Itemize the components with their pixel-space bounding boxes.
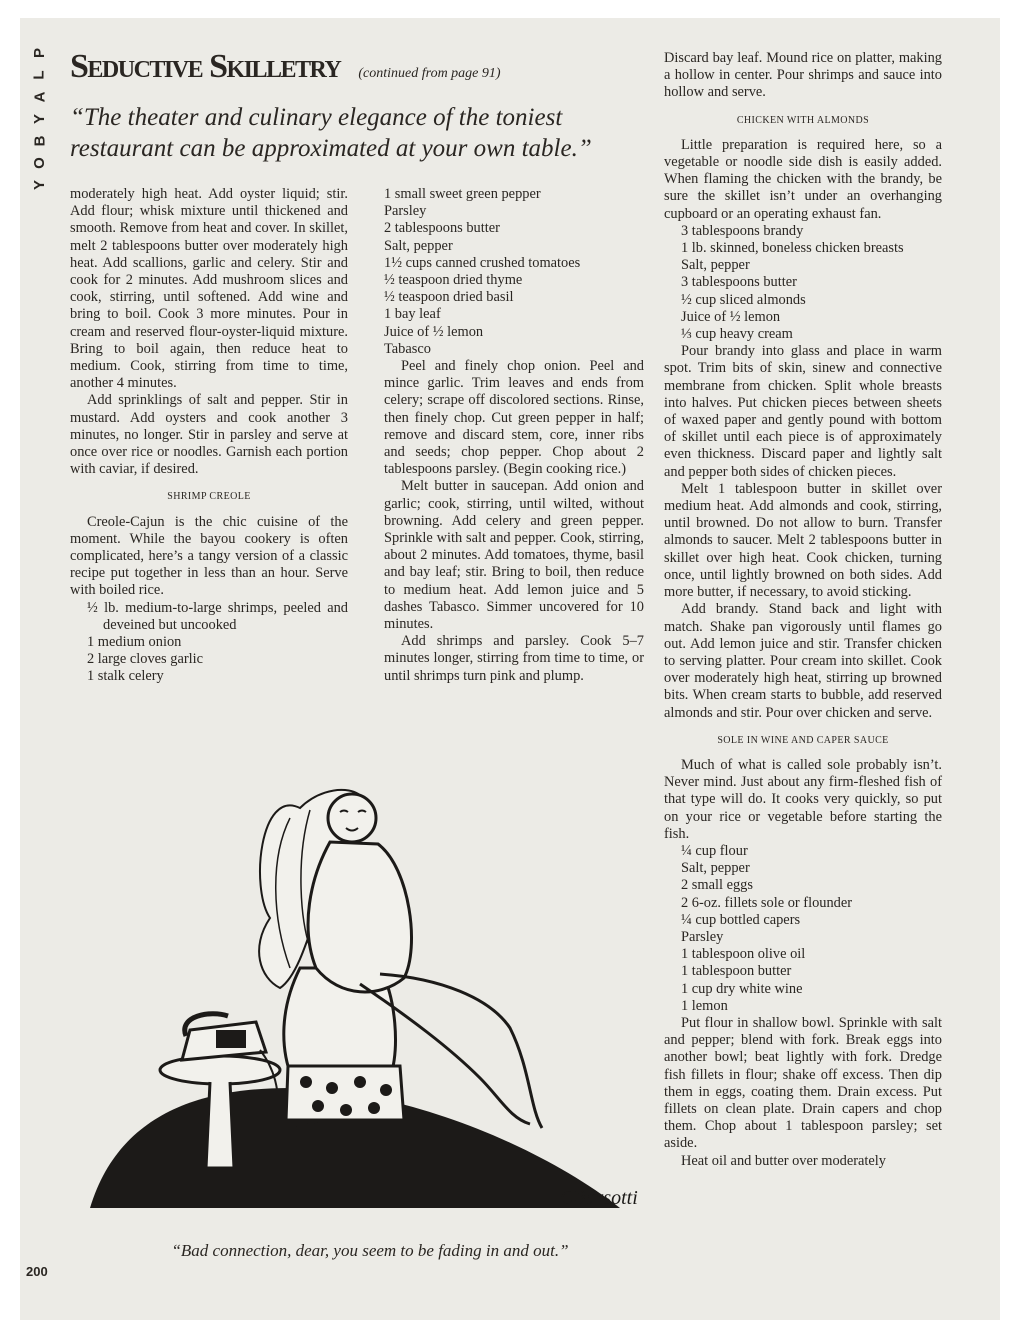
ingredient: ½ lb. medium-to-large shrimps, peeled and deveined but uncooked bbox=[87, 599, 348, 633]
paragraph: Add brandy. Stand back and light with match. Shake pan vigorously until flames go out. Add lemon juice and stir. Transfer chicken to serving platter. Pour cream into skillet. Cook over moderately high heat, stirring up browned bits. When cream starts to bubble, add reserved almonds and stir. Pour over chicken and serve. bbox=[664, 601, 942, 721]
mag-letter: O bbox=[30, 157, 48, 169]
mag-letter: A bbox=[31, 91, 48, 103]
ingredient: Parsley bbox=[384, 203, 427, 220]
mag-letter: Y bbox=[30, 179, 48, 191]
ingredient: 1 bay leaf bbox=[384, 306, 441, 323]
ingredient: 3 tablespoons brandy bbox=[681, 222, 804, 239]
paragraph: Melt butter in saucepan. Add onion and garlic; cook, stirring, until wilted, without browning. Add celery and green pepper. Sprinkle with salt and pepper. Cook, stirring, about 2 minutes. Add tomatoes, thyme, basil and bay leaf; stir. Bring to boil, then reduce to medium heat. Add lemon juice and 5 dashes Tabasco. Simmer uncovered for 10 minutes. bbox=[384, 478, 644, 633]
mag-letter: P bbox=[30, 47, 48, 59]
side-table-top bbox=[160, 1056, 280, 1084]
ingredient: 2 small eggs bbox=[681, 877, 753, 894]
cartoonist-signature: CBarsotti bbox=[560, 1187, 638, 1209]
article-title: Seductive Skilletry bbox=[70, 48, 341, 85]
ingredient: ⅓ cup heavy cream bbox=[681, 326, 793, 343]
woman-head bbox=[328, 794, 376, 842]
paragraph: Creole-Cajun is the chic cuisine of the moment. While the bayou cookery is often complicated, here’s a tangy version of a classic recipe put together in less than an hour. Serve with boiled rice. bbox=[70, 513, 348, 599]
ingredient: 3 tablespoons butter bbox=[681, 274, 797, 291]
pull-quote: “The theater and culinary elegance of the toniest restaurant can be approximated at your own table.” bbox=[70, 104, 592, 162]
ingredient: Juice of ½ lemon bbox=[681, 308, 781, 325]
ingredient: 1 lb. skinned, boneless chicken breasts bbox=[681, 240, 904, 257]
ingredient: 1 cup dry white wine bbox=[681, 980, 803, 997]
paragraph: Melt 1 tablespoon butter in skillet over medium heat. Add almonds and cook, stirring, until browned. Do not allow to burn. Transfer almonds to saucer. Melt 2 tablespoons butter in skillet over high heat. Cook chicken, turning once, until lightly browned on both sides. Add more butter, if necessary, to avoid sticking. bbox=[664, 480, 942, 601]
recipe-heading: SHRIMP CREOLE bbox=[167, 491, 251, 503]
woman-body bbox=[308, 842, 411, 992]
recipe-heading: CHICKEN WITH ALMONDS bbox=[736, 114, 870, 126]
ingredient: ¼ cup bottled capers bbox=[681, 911, 801, 928]
ingredient: 2 large cloves garlic bbox=[87, 651, 204, 668]
ingredient: 1 tablespoon olive oil bbox=[681, 946, 806, 963]
ingredient-list bbox=[70, 600, 348, 686]
paragraph: Heat oil and butter over moderately bbox=[681, 1152, 886, 1169]
ingredient: 1½ cups canned crushed tomatoes bbox=[384, 254, 581, 271]
ingredient: ¼ cup flour bbox=[681, 842, 748, 859]
ingredient: Salt, pepper bbox=[681, 257, 750, 274]
ingredient: 2 tablespoons butter bbox=[384, 220, 500, 237]
cartoon-illustration bbox=[60, 748, 660, 1228]
ingredient: 1 medium onion bbox=[87, 634, 182, 651]
ingredient: Salt, pepper bbox=[681, 860, 750, 877]
ingredient-list bbox=[664, 843, 942, 1015]
magazine-page bbox=[20, 18, 1000, 1320]
mag-letter: L bbox=[30, 70, 48, 80]
paragraph: Pour brandy into glass and place in warm spot. Trim bits of skin, sinew and connective membrane from chicken. Split whole breasts into halves. Put chicken pieces between sheets of waxed paper and gently pound with bottom of skillet until each piece is of approximately even thickness. Discard paper and lightly salt and pepper both sides of chicken pieces. bbox=[664, 343, 942, 480]
ingredient: 2 6-oz. fillets sole or flounder bbox=[681, 894, 853, 911]
page-number: 200 bbox=[26, 1264, 48, 1279]
continued-note: (continued from page 91) bbox=[358, 66, 501, 81]
ingredient: Tabasco bbox=[384, 340, 431, 357]
mag-letter: Y bbox=[30, 113, 48, 125]
side-table-leg bbox=[206, 1082, 234, 1168]
ingredient-list bbox=[384, 186, 644, 358]
ingredient: Parsley bbox=[681, 928, 724, 945]
ingredient: 1 lemon bbox=[681, 997, 728, 1014]
paragraph: moderately high heat. Add oyster liquid; stir. Add flour; whisk mixture until thickened and smooth. Remove from heat and cover. In skillet, melt 2 tablespoons butter over moderately high heat. Add scallions, garlic and celery. Stir and cook for 2 minutes. Add mushroom slices and cook, stirring, until softened. Add wine and bring to boil. Cook 3 more minutes. Pour in cream and reserved flour-oyster-liquid mixture. Bring to boil again, then reduce heat to medium. Cook, stirring from time to time, another 4 minutes. bbox=[70, 186, 348, 392]
text-column-3 bbox=[664, 50, 942, 1170]
paragraph: Peel and finely chop onion. Peel and mince garlic. Trim leaves and ends from celery; scrape off discolored sections. Rinse, then finely chop. Cut green pepper in half; remove and discard stem, core, inner ribs and seeds; chop pepper. Chop about 2 tablespoons parsley. (Begin cooking rice.) bbox=[384, 358, 644, 478]
text-column-2 bbox=[384, 186, 644, 685]
paragraph: Add shrimps and parsley. Cook 5–7 minutes longer, stirring from time to time, or until shrimps turn pink and plump. bbox=[384, 633, 644, 684]
ingredient: Salt, pepper bbox=[384, 237, 453, 254]
ingredient: 1 stalk celery bbox=[87, 668, 164, 685]
paragraph: Much of what is called sole probably isn’t. Never mind. Just about any firm-fleshed fish of that type will do. It cooks very quickly, so put on your rice or vegetable before starting the fish. bbox=[664, 756, 942, 842]
recipe-heading: SOLE IN WINE AND CAPER SAUCE bbox=[717, 734, 889, 746]
paragraph: Discard bay leaf. Mound rice on platter, making a hollow in center. Pour shrimps and sauce into hollow and serve. bbox=[664, 50, 942, 101]
ingredient: ½ cup sliced almonds bbox=[681, 291, 806, 308]
magazine-name-vertical bbox=[28, 46, 52, 192]
ingredient: ½ teaspoon dried thyme bbox=[384, 272, 523, 289]
article-title-row bbox=[70, 48, 501, 86]
paragraph: Put flour in shallow bowl. Sprinkle with salt and pepper; blend with fork. Break eggs into another bowl; beat lightly with fork. Dredge fish fillets in flour; shake off excess. Then dip them in eggs, coating them. Drain excess. Put fillets on clean plate. Drain capers and chop them. Chop about 1 tablespoon parsley; set aside. bbox=[664, 1014, 942, 1152]
mag-letter: B bbox=[31, 135, 48, 147]
ingredient: Juice of ½ lemon bbox=[384, 323, 484, 340]
ingredient-list bbox=[664, 223, 942, 343]
ingredient: 1 small sweet green pepper bbox=[384, 186, 541, 202]
paragraph: Little preparation is required here, so a vegetable or noodle side dish is easily added. When flaming the chicken with the brandy, be sure the skillet isn’t under an overhanging cupboard or an operating exhaust fan. bbox=[664, 136, 942, 222]
paragraph: Add sprinklings of salt and pepper. Stir in mustard. Add oysters and cook another 3 minutes, no longer. Stir in parsley and serve at once over rice or noodles. Garnish each portion with caviar, if desired. bbox=[70, 392, 348, 478]
ingredient: ½ teaspoon dried basil bbox=[384, 289, 514, 306]
text-column-1 bbox=[70, 186, 348, 686]
cartoon-caption: “Bad connection, dear, you seem to be fading in and out.” bbox=[171, 1241, 569, 1260]
ingredient: 1 tablespoon butter bbox=[681, 963, 792, 980]
